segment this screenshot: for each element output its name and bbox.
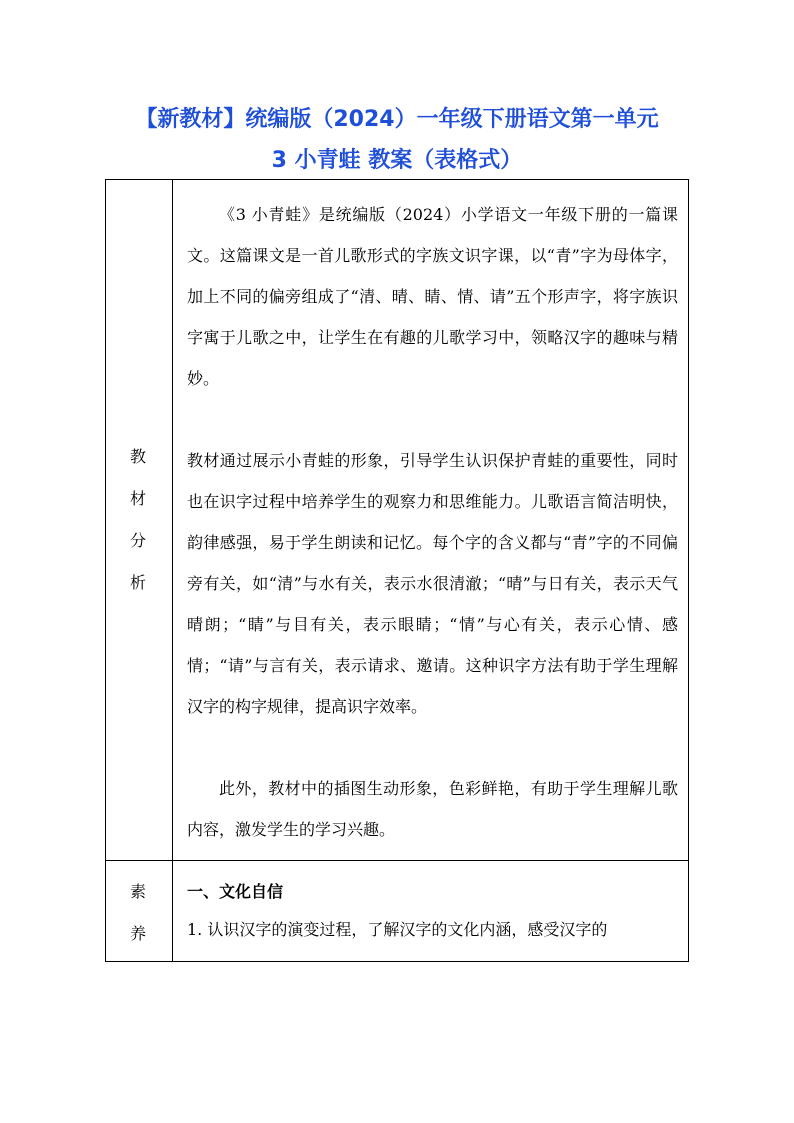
lesson-plan-table bbox=[105, 179, 689, 962]
row-label-cell bbox=[106, 861, 173, 962]
row-label-cell bbox=[106, 180, 173, 861]
analysis-paragraph-1: 《3 小青蛙》是统编版（2024）小学语文一年级下册的一篇课文。这篇课文是一首儿歌形式的字族文识字课，以“青”字为母体字，加上不同的偏旁组成了“清、晴、睛、情、请”五个形声字，将字族识字寓于儿歌之中，让学生在有趣的儿歌学习中，领略汉字的趣味与精妙。 bbox=[187, 205, 678, 388]
label-char: 教 bbox=[129, 447, 146, 466]
label-char: 养 bbox=[129, 924, 146, 943]
row-label-core-literacy bbox=[104, 861, 172, 955]
document-title-line-2: 3 小青蛙 教案（表格式） bbox=[271, 148, 523, 173]
row-label-textbook-analysis bbox=[104, 436, 172, 604]
core-literacy-content bbox=[173, 861, 688, 961]
analysis-paragraph-2: 教材通过展示小青蛙的形象，引导学生认识保护青蛙的重要性，同时也在识字过程中培养学生的观察力和思维能力。儿歌语言简洁明快，韵律感强，易于学生朗读和记忆。每个字的含义都与“青”字的不同偏旁有关，如“清”与水有关，表示水很清澈；“晴”与日有关，表示天气晴朗；“睛”与目有关，表示眼睛；“情”与心有关，表示心情、感情；“请”与言有关，表示请求、邀请。这种识字方法有助于学生理解汉字的构字规律，提高识字效率。 bbox=[187, 451, 678, 716]
label-char: 析 bbox=[129, 573, 146, 592]
table-row-textbook-analysis bbox=[106, 180, 689, 861]
label-char: 素 bbox=[129, 882, 146, 901]
analysis-paragraph-3: 此外，教材中的插图生动形象，色彩鲜艳，有助于学生理解儿歌内容，激发学生的学习兴趣。 bbox=[187, 779, 678, 839]
section-heading: 一、文化自信 bbox=[187, 882, 284, 901]
literacy-item-1: 1. 认识汉字的演变过程，了解汉字的文化内涵，感受汉字的 bbox=[187, 920, 608, 939]
document-title-line-1: 【新教材】统编版（2024）一年级下册语文第一单元 bbox=[135, 107, 659, 132]
textbook-analysis-content bbox=[173, 180, 688, 860]
row-content-cell bbox=[173, 861, 689, 962]
label-char: 材 bbox=[129, 489, 146, 508]
row-content-cell bbox=[173, 180, 689, 861]
label-char: 分 bbox=[129, 531, 146, 550]
table-row-core-literacy bbox=[106, 861, 689, 962]
